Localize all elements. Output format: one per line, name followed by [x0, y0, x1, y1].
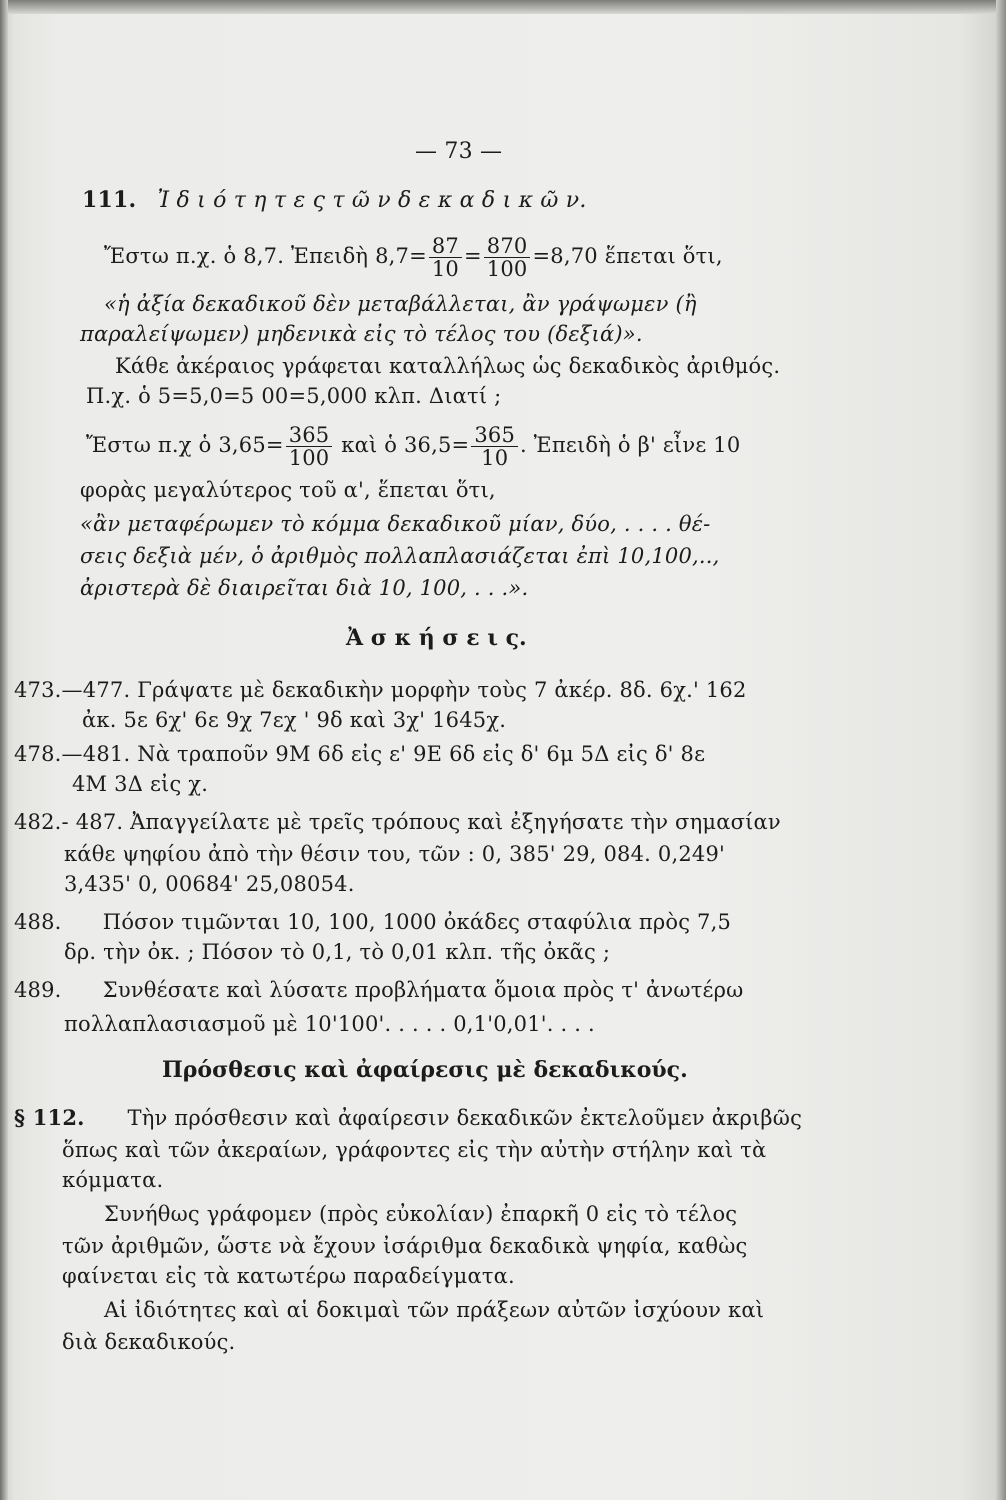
text-line: Συνήθως γράφομεν (πρὸς εὐκολίαν) ἐπαρκῆ 0 εἰς τὸ τέλος [104, 1202, 738, 1226]
fraction-numerator: 365 [471, 424, 518, 447]
fraction [484, 235, 531, 280]
exercise-line: 473.—477. Γράψατε μὲ δεκαδικὴν μορφὴν τοὺς 7 ἀκέρ. 8δ. 6χ.' 162 [14, 678, 747, 702]
equals-sign: = [464, 244, 482, 268]
section-111-title-line [82, 186, 587, 215]
exercise-line: 489. Συνθέσατε καὶ λύσατε προβλήματα ὅμοια πρὸς τ' ἀνωτέρω [14, 978, 744, 1002]
emphasis-line: παραλείψωμεν) μηδενικὰ εἰς τὸ τέλος του (δεξιά)». [80, 322, 643, 346]
emphasis-line: ἀριστερὰ δὲ διαιρεῖται διὰ 10, 100, . . .». [80, 576, 529, 600]
emphasis-line: «ἡ ἀξία δεκαδικοῦ δὲν μεταβάλλεται, ἂν γράψωμεν (ἢ [104, 292, 697, 316]
fraction [286, 424, 333, 469]
exercise-line: 482.- 487. Ἀπαγγείλατε μὲ τρεῖς τρόπους καὶ ἐξηγήσατε τὴν σημασίαν [14, 810, 781, 834]
section-112-heading: Πρόσθεσις καὶ ἀφαίρεσις μὲ δεκαδικούς. [162, 1057, 688, 1083]
text-line [86, 424, 740, 469]
fraction-numerator: 87 [429, 235, 462, 258]
exercise-line: δρ. τὴν ὀκ. ; Πόσον τὸ 0,1, τὸ 0,01 κλπ. τῆς ὀκᾶς ; [64, 940, 611, 964]
text-fragment: . Ἐπειδὴ ὁ β' εἶνε 10 [520, 433, 741, 457]
text-line: Αἱ ἰδιότητες καὶ αἱ δοκιμαὶ τῶν πράξεων αὐτῶν ἰσχύουν καὶ [104, 1298, 765, 1322]
text-fragment: Ἔστω π.χ. ὁ 8,7. Ἐπειδὴ 8,7= [104, 244, 427, 268]
exercise-line: ἀκ. 5ε 6χ' 6ε 9χ 7εχ ' 9δ καὶ 3χ' 1645χ. [82, 708, 507, 732]
section-title: Ἰ δ ι ό τ η τ ε ς τ ῶ ν δ ε κ α δ ι κ ῶ ν. [157, 188, 587, 213]
section-number: 111. [82, 187, 137, 213]
exercise-line: 3,435' 0, 00684' 25,08054. [64, 872, 355, 896]
fraction-denominator: 10 [431, 257, 459, 281]
fraction-denominator: 10 [481, 446, 509, 470]
page-top-edge [0, 0, 1006, 14]
fraction-numerator: 365 [286, 424, 333, 447]
exercise-line: κάθε ψηφίου ἀπὸ τὴν θέσιν του, τῶν : 0, 385' 29, 084. 0,249' [64, 842, 726, 866]
text-fragment: Τὴν πρόσθεσιν καὶ ἀφαίρεσιν δεκαδικῶν ἐκτελοῦμεν ἀκριβῶς [127, 1106, 803, 1130]
text-line: κόμματα. [62, 1168, 164, 1192]
page-left-edge [0, 0, 8, 1500]
fraction [429, 235, 462, 280]
exercise-line: 4Μ 3Δ εἰς χ. [72, 772, 209, 796]
text-fragment: Ἔστω π.χ ὁ 3,65= [86, 433, 284, 457]
text-line [104, 235, 723, 280]
text-line: Π.χ. ὁ 5=5,0=5 00=5,000 κλπ. Διατί ; [86, 384, 502, 408]
text-fragment: καὶ ὁ 36,5= [341, 433, 470, 457]
fraction [471, 424, 518, 469]
text-line: φαίνεται εἰς τὰ κατωτέρω παραδείγματα. [62, 1264, 515, 1288]
emphasis-line: «ἂν μεταφέρωμεν τὸ κόμμα δεκαδικοῦ μίαν, δύο, . . . . θέ- [80, 512, 711, 536]
text-fragment: =8,70 ἕπεται ὅτι, [532, 244, 723, 268]
exercise-line: 488. Πόσον τιμῶνται 10, 100, 1000 ὀκάδες σταφύλια πρὸς 7,5 [14, 910, 732, 934]
exercise-line: 478.—481. Νὰ τραποῦν 9Μ 6δ εἰς ε' 9Ε 6δ εἰς δ' 6μ 5Δ εἰς δ' 8ε [14, 742, 706, 766]
fraction-numerator: 870 [484, 235, 531, 258]
text-line: ὅπως καὶ τῶν ἀκεραίων, γράφοντες εἰς τὴν αὐτὴν στήλην καὶ τὰ [62, 1138, 767, 1162]
text-line: διὰ δεκαδικούς. [62, 1330, 236, 1354]
page-right-edge [996, 0, 1006, 1500]
text-line: τῶν ἀριθμῶν, ὥστε νὰ ἔχουν ἰσάριθμα δεκαδικὰ ψηφία, καθὼς [62, 1234, 748, 1258]
page-number: — 73 — [415, 139, 503, 164]
fraction-denominator: 100 [486, 257, 528, 281]
text-line: Κάθε ἀκέραιος γράφεται καταλλήλως ὡς δεκαδικὸς ἀριθμός. [115, 354, 781, 378]
emphasis-line: σεις δεξιὰ μέν, ὁ ἀριθμὸς πολλαπλασιάζεται ἐπὶ 10,100,.., [80, 544, 720, 568]
exercises-heading: Ἀ σ κ ή σ ε ι ς. [346, 625, 527, 651]
section-number: § 112. [14, 1105, 85, 1130]
exercise-line: πολλαπλασιασμοῦ μὲ 10'100'. . . . . 0,1'0,01'. . . . [64, 1012, 595, 1036]
text-line: φορὰς μεγαλύτερος τοῦ α', ἕπεται ὅτι, [80, 478, 496, 502]
text-line [14, 1104, 802, 1132]
fraction-denominator: 100 [288, 446, 330, 470]
